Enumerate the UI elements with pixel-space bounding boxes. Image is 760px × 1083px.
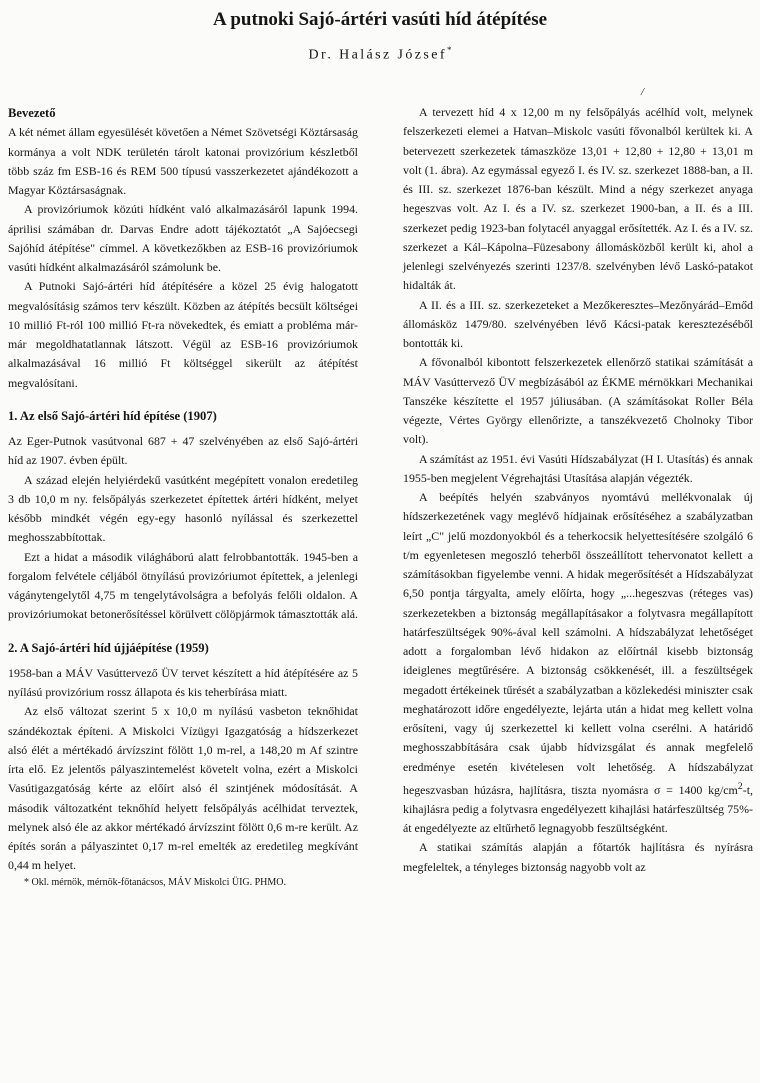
article-title: A putnoki Sajó-ártéri vasúti híd átépítése [212, 9, 548, 30]
paragraph: A fővonalból kibontott felszerkezetek ellenőrző statikai számítását a MÁV Vasúttervező ÜV megbízásából az ÉKME mérnökkari Mechanikai Tanszéke készítette el 1957 júliusában. (A számításokat Roller Béla végezte, Vértes György ellenőrizte, a tanszékvezető Cholnoky Tibor volt). [403, 355, 753, 447]
paragraph: A számítást az 1951. évi Vasúti Hídszabályzat (H I. Utasítás) és annak 1955-ben megjelent Végrehajtási Utasítása alapján végezték. [403, 451, 753, 485]
paragraph: Az első változat szerint 5 x 10,0 m nyílású vasbeton teknőhidat szándékoztak építeni. A Miskolci Vízügyi Igazgatóság a hídszerkezet alsó élét a mértékadó árvízszint fölött 1,0 m-rel, a 148,20 m Af szintre írta elő. Ez jelentős pályaszintemelést követelt volna, ezért a Miskolci Vasútigazgatóság kérte az előírt alsó él szintjének módosítását. A második változatként teknőhíd helyett felsőpályás acélhidat terveztek, melynek alsó éle az akkor mértékadó árvízszint fölött 0,6 m-re került. Az építés során a pályaszintet 0,17 m-rel emelték az eredetileg megkívánt 0,44 m helyet. [8, 704, 358, 873]
margin-mark: / [641, 86, 645, 98]
paragraph-text: -t, kihajlásra pedig a folytvasra engedélyezett kihajlási határfeszültség 75%-át engedélyezte az eltűrhető legnagyobb feszültségként. [403, 782, 753, 836]
paragraph: Ezt a hidat a második világháború alatt felrobbantották. 1945-ben a forgalom felvétele céljából ötnyílású provizóriumot építettek, a jelenlegi vágánytengelytől 4,75 m tengelytávolságra a befolyás felőli oldalon. A provizóriumokat betonerősítéssel körülvett cölöpjármok támasztották alá. [8, 549, 359, 622]
paragraph: A Putnoki Sajó-ártéri híd átépítésére a közel 25 évig halogatott megvalósításig számos terv készült. Közben az átépítés becsült költségei 10 millió Ft-ról 100 millió Ft-ra növekedtek, és emiatt a probléma már-már megoldhatatlannak látszott. Végül az ESB-16 provizóriumok alkalmazásával 16 millió Ft költséggel sikerült az átépítést megvalósítani. [8, 279, 358, 390]
left-column [8, 104, 358, 890]
author-footnote-mark: * [446, 45, 452, 55]
article-author [0, 40, 760, 66]
right-column [403, 103, 753, 877]
paragraph: A tervezett híd 4 x 12,00 m ny felsőpályás acélhíd volt, melynek felszerkezeti elemei a Hatvan–Miskolc vasúti fővonalból kerültek ki. A betervezett szerkezetek támaszköze 13,01 + 12,80 + 12,80 + 13,01 m volt (1. ábra). Az egymással egyező I. és IV. sz. szerkezet 1888-ban, a II. és III. sz. szerkezet 1876-ban készült. Mind a négy szerkezet anyaga hegeszvas volt. Az I. és a IV. sz. szerkezet 1900-ban, a II. és a III. szerkezet pedig 1923-ban folytacél anyaggal erősítették. Az I. és a IV. sz. szerkezet a Kál–Kápolna–Füzesabony állomásközből került ki, ahol a jelenlegi szelvényezés szerinti 1237/8. szelvényben lévő Laskó-patakot hidalták át. [403, 105, 753, 293]
paragraph: 1958-ban a MÁV Vasúttervező ÜV tervet készített a híd átépítésére az 5 nyílású provizórium rossz állapota és kis teherbírása miatt. [8, 665, 358, 699]
section-heading-bevezeto: Bevezető [8, 106, 56, 120]
footnote: * Okl. mérnök, mérnök-főtanácsos, MÁV Miskolci ÜIG. PHMO. [24, 876, 287, 888]
paragraph: A provizóriumok közúti hídként való alkalmazásáról lapunk 1994. áprilisi számában dr. Darvas Endre adott tájékoztatót „A Sajóecsegi Sajóhíd átépítése" címmel. A következőkben az ESB-16 provizóriumok vasúti hídként alkalmazásáról számolunk be. [8, 202, 358, 274]
paragraph: A II. és a III. sz. szerkezeteket a Mezőkeresztes–Mezőnyárád–Emőd állomásköz 1479/80. szelvényében lévő Kácsi-patak keresztezéséből bontották ki. [403, 297, 753, 350]
section-heading-1: 1. Az első Sajó-ártéri híd építése (1907) [8, 408, 217, 423]
paragraph: Az Eger-Putnok vasútvonal 687 + 47 szelvényében az első Sajó-ártéri híd az 1907. évben épült. [8, 434, 358, 468]
paragraph-text: A beépítés helyén szabványos nyomtávú mellékvonalak új hídszerkezetének vagy meglévő hídjainak erősítéséhez a szabályzatban leírt „C" jelű mozdonyokból és a teherkocsik helyettesítésére szolgáló 6 t/m egyenletesen megoszló teherből összeállított tehervonatot kellett a számításokban figyelembe venni. A hidak megerősítését a Hídszabályzat 6,50 pontja tárgyalta, amely előírta, hogy „...hegeszvas (réteges vas) szerkezetekben a biztonság megállapításakor a folytvasra megállapított határfeszültségek 90%-ával kell számolni. A hídszabályzat lehetőséget adott a forgalomban lévő hidakon az előírtnál kisebb biztonság ideiglenes megtűrésére. A biztonság csökkenését, ill. a feszültségek megadott értékeinek tűrését a szabályzatban a közlekedési miniszter csak meghatározott időre engedélyezte, lejárta után a hidat meg kellett volna erősíteni, vagy új szerkezettel ki kellett volna cserélni. A határidő meghosszabbítására csak újabb hídvizsgálat és annak megfelelő eredménye esetén kivételesen volt lehetőség. A hídszabályzat hegeszvasban húzásra, hajlításra, tiszta nyomásra σ = 1400 kg/cm [403, 490, 753, 797]
paragraph: A két német állam egyesülését követően a Német Szövetségi Köztársaság kormánya a volt NDK területén tárolt katonai provizórium készletből több száz fm ESB-16 és REM 500 típusú vasszerkezetet ajándékozott a Magyar Köztársaságnak. [8, 125, 358, 197]
superscript: 2 [737, 780, 743, 792]
paragraph: A statikai számítás alapján a főtartók hajlításra és nyírásra megfeleltek, a tényleges biztonság nagyobb volt az [403, 840, 753, 874]
author-name: Dr. Halász József [308, 47, 447, 63]
paragraph [403, 488, 753, 838]
paragraph: A század elején helyiérdekű vasútként megépített vonalon eredetileg 3 db 10,0 m ny. felsőpályás szerkezetet építettek ártéri hídként, melyet később mindkét végén egy-egy hasonló nyílással és szerkezettel meghosszabbítottak. [8, 472, 358, 545]
section-heading-2: 2. A Sajó-ártéri híd újjáépítése (1959) [8, 640, 209, 655]
